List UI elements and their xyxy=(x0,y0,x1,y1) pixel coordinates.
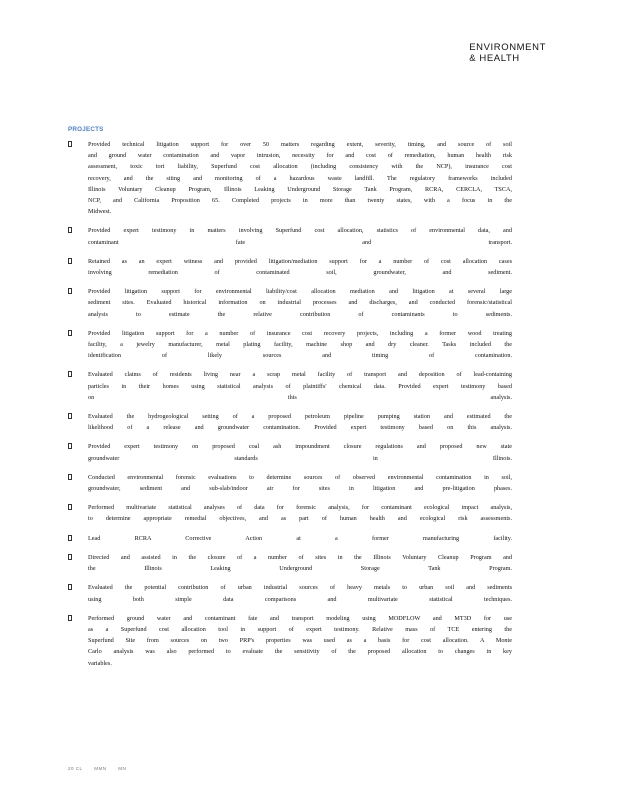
item-text: Evaluated claims of residents living near a scrap metal facility of transport and deposition of lead-containing particles in their homes using statistical analysis of plaintiffs' chemical data. Provided expert testimony based on this analysis. xyxy=(88,371,512,401)
list-item xyxy=(68,256,512,278)
brand-logo xyxy=(469,42,546,64)
list-item xyxy=(68,411,512,433)
list-item xyxy=(68,502,512,524)
section-title: PROJECTS xyxy=(68,126,104,133)
bullet-icon xyxy=(68,371,72,377)
item-text: Provided expert testimony in matters involving Superfund cost allocation, statistics of environmental data, and contaminant fate and transport. xyxy=(88,227,512,246)
list-item xyxy=(68,441,512,463)
list-item xyxy=(68,533,512,544)
list-item xyxy=(68,582,512,604)
item-text: Provided technical litigation support for over 50 matters regarding extent, severity, timing, and source of soil and ground water contamination and vapor intrusion, necessity for and cost of remediation, human health risk assessment, toxic tort liability, Superfund cost allocation (including consistency with the NCP), insurance cost recovery, and the siting and monitoring of a hazardous waste landfill. The regulatory frameworks included Illinois Voluntary Cleanup Program, Illinois Leaking Underground Storage Tank Program, RCRA, CERCLA, TSCA, NCP, and California Proposition 65. Completed projects in more than twenty states, with a focus in the Midwest. xyxy=(88,141,512,216)
item-text: Retained as an expert witness and provided litigation/mediation support for a number of cost allocation cases involving remediation of contaminated soil, groundwater, and sediment. xyxy=(88,257,512,277)
footer-right: MN xyxy=(118,766,127,771)
list-item xyxy=(68,613,512,669)
item-text: Directed and assisted in the closure of a number of sites in the Illinois Voluntary Cleanup Program and the Illinois Leaking Underground Storage Tank Program. xyxy=(88,553,512,573)
bullet-icon xyxy=(68,258,72,264)
bullet-icon xyxy=(68,288,72,294)
item-text: Performed multivariate statistical analyses of data for forensic analysis, for contaminant ecological impact analysis, to determine appropriate remedial objectives, and as part of human health and ecological risk assessments. xyxy=(88,504,512,523)
list-item xyxy=(68,328,512,362)
bullet-icon xyxy=(68,554,72,560)
bullet-icon xyxy=(68,227,72,233)
item-text: Provided litigation support for a number of insurance cost recovery projects, including a former wood treating facility, a jewelry manufacturer, metal plating facility, machine shop and dry cleaner. Tasks included the identification of likely sources and timing of contamination. xyxy=(88,329,512,360)
bullet-icon xyxy=(68,474,72,480)
item-text: Provided expert testimony on proposed coal ash impoundment closure regulations and proposed new state groundwater standards in Illinois. xyxy=(88,443,512,462)
bullet-icon xyxy=(68,615,72,621)
bullet-icon xyxy=(68,535,72,541)
bullet-icon xyxy=(68,584,72,590)
list-item xyxy=(68,225,512,247)
item-text: Evaluated the hydrogeological setting of a proposed petroleum pipeline pumping station and estimated the likelihood of a release and groundwater contamination. Provided expert testimony based on this analysis. xyxy=(88,413,512,432)
item-text: Evaluated the potential contribution of urban industrial sources of heavy metals to urban soil and sediments using both simple data comparisons and multivariate statistical techniques. xyxy=(88,584,512,603)
footer-mid: MMN xyxy=(94,766,107,771)
bullet-icon xyxy=(68,141,72,147)
item-text: Provided litigation support for environmental liability/cost allocation mediation and litigation at several large sediment sites. Evaluated historical information on industrial processes and discharges, and conducted forensic/statistical analysis to estimate the relative contribution of contaminants to sediments. xyxy=(88,288,512,318)
footer-left: 20 CL xyxy=(68,766,83,771)
list-item xyxy=(68,552,512,574)
list-item xyxy=(68,286,512,320)
brand-line-1: ENVIRONMENT xyxy=(469,42,546,53)
list-item xyxy=(68,472,512,494)
brand-line-2: & HEALTH xyxy=(469,53,520,64)
bullet-icon xyxy=(68,330,72,336)
bullet-icon xyxy=(68,413,72,419)
bullet-icon xyxy=(68,443,72,449)
project-list xyxy=(68,139,512,677)
page-footer xyxy=(68,766,136,771)
item-text: Performed ground water and contaminant fate and transport modeling using MODFLOW and MT3D for use as a Superfund cost allocation tool in support of expert testimony. Relative mass of TCE entering the Superfund Site from sources on two PRP's properties was used as a basis for cost allocation. A Monte Carlo analysis was also performed to evaluate the sensitivity of the proposed allocation to changes in key variables. xyxy=(88,614,512,667)
list-item xyxy=(68,369,512,403)
item-text: Lead RCRA Corrective Action at a former manufacturing facility. xyxy=(88,534,512,542)
item-text: Conducted environmental forensic evaluations to determine sources of observed environmental contamination in soil, groundwater, sediment and sub-slab/indoor air for sites in litigation and pre-litigation phases. xyxy=(88,473,512,493)
bullet-icon xyxy=(68,504,72,510)
list-item xyxy=(68,139,512,217)
